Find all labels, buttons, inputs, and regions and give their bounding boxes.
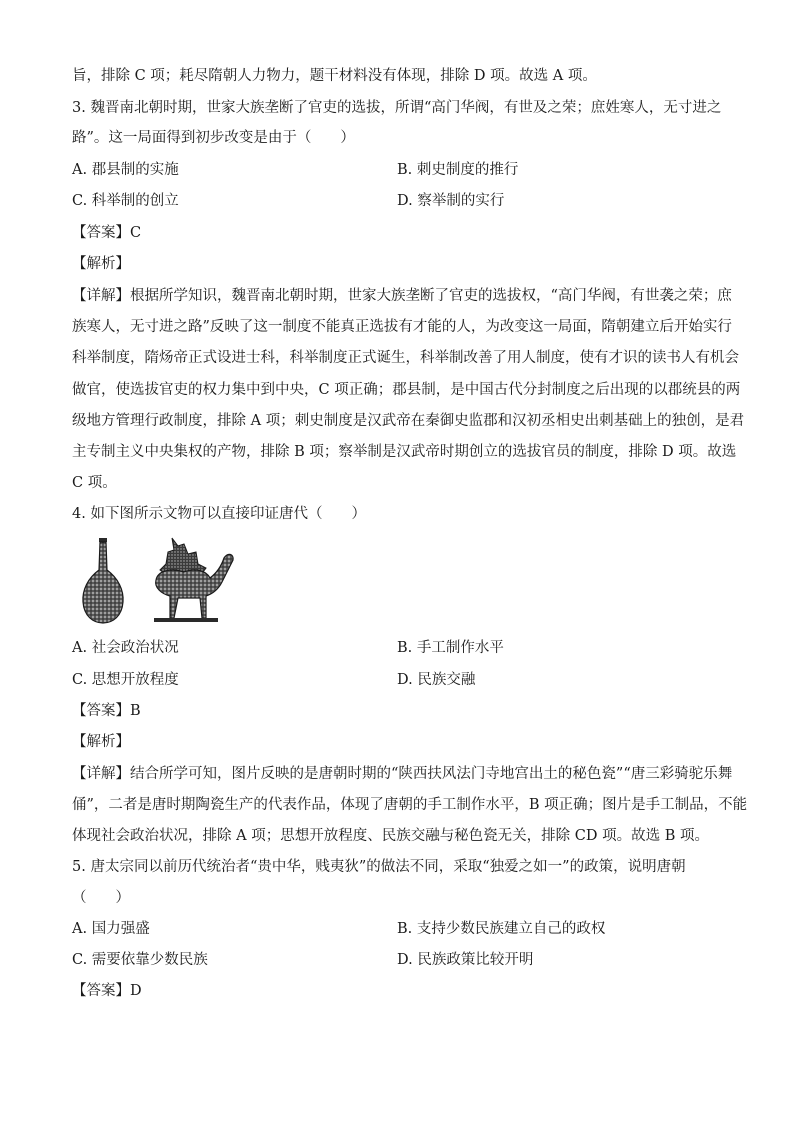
- q4-option-b: B. 手工制作水平: [397, 640, 504, 656]
- q3-option-b: B. 刺史制度的推行: [397, 162, 519, 178]
- question-4-stem: 4. 如下图所示文物可以直接印证唐代（ ）: [72, 506, 366, 522]
- prev-explanation-tail: 旨，排除 C 项；耗尽隋朝人力物力，题干材料没有体现，排除 D 项。故选 A 项。: [72, 68, 597, 84]
- q3-option-d: D. 察举制的实行: [397, 193, 505, 209]
- q5-answer: 【答案】D: [72, 983, 142, 999]
- q3-detail-line4: 做官，使选拔官吏的权力集中到中央，C 项正确；郡县制，是中国古代分封制度之后出现的以郡统县的两: [72, 382, 741, 398]
- question-3-stem-line2: 路”。这一局面得到初步改变是由于（ ）: [72, 130, 355, 146]
- question-5-stem-line1: 5. 唐太宗同以前历代统治者“贵中华，贱夷狄”的做法不同，采取“独爱之如一”的政策，说明唐朝: [72, 859, 686, 875]
- q3-analysis-label: 【解析】: [72, 256, 130, 272]
- vase-icon: [83, 538, 123, 623]
- q4-detail-line3: 体现社会政治状况，排除 A 项；思想开放程度、民族交融与秘色瓷无关，排除 CD 项。故选 B 项。: [72, 828, 709, 844]
- q3-detail-line2: 族寒人，无寸进之路”反映了这一制度不能真正选拔有才能的人，为改变这一局面，隋朝建立后开始实行: [72, 319, 732, 335]
- q4-detail-line1: 【详解】结合所学可知，图片反映的是唐朝时期的“陕西扶风法门寺地宫出土的秘色瓷”“唐三彩骑驼乐舞: [72, 766, 733, 782]
- q5-option-d: D. 民族政策比较开明: [397, 952, 534, 968]
- q5-option-b: B. 支持少数民族建立自己的政权: [397, 921, 606, 937]
- artifact-illustration: [72, 536, 238, 626]
- q3-detail-line7: C 项。: [72, 475, 117, 491]
- q3-option-c: C. 科举制的创立: [72, 193, 179, 209]
- q4-analysis-label: 【解析】: [72, 734, 130, 750]
- question-3-stem-line1: 3. 魏晋南北朝时期，世家大族垄断了官吏的选拔，所谓“高门华阀，有世及之荣；庶姓寒人，无寸进之: [72, 100, 722, 116]
- q3-detail-line6: 主专制主义中央集权的产物，排除 B 项；察举制是汉武帝时期创立的选拔官员的制度，排除 D 项。故选: [72, 444, 737, 460]
- q3-detail-line1: 【详解】根据所学知识，魏晋南北朝时期，世家大族垄断了官吏的选拔权，“高门华阀，有世袭之荣；庶: [72, 288, 732, 304]
- q5-option-c: C. 需要依靠少数民族: [72, 952, 208, 968]
- q4-option-a: A. 社会政治状况: [72, 640, 179, 656]
- artifact-figure: [72, 536, 238, 626]
- question-5-stem-line2: （ ）: [72, 890, 130, 906]
- q5-option-a: A. 国力强盛: [72, 921, 150, 937]
- q4-option-d: D. 民族交融: [397, 672, 476, 688]
- q4-answer: 【答案】B: [72, 703, 141, 719]
- q3-answer: 【答案】C: [72, 225, 142, 241]
- q4-detail-line2: 俑”，二者是唐时期陶瓷生产的代表作品，体现了唐朝的手工制作水平，B 项正确；图片是手工制品，不能: [72, 797, 748, 813]
- camel-figurine-icon: [154, 538, 233, 622]
- q3-detail-line5: 级地方管理行政制度，排除 A 项；刺史制度是汉武帝在秦御史监郡和汉初丞相史出刺基础上的独创，是君: [72, 413, 745, 429]
- q4-option-c: C. 思想开放程度: [72, 672, 179, 688]
- q3-option-a: A. 郡县制的实施: [72, 162, 179, 178]
- q3-detail-line3: 科举制度，隋炀帝正式设进士科，科举制度正式诞生，科举制改善了用人制度，使有才识的读书人有机会: [72, 350, 739, 366]
